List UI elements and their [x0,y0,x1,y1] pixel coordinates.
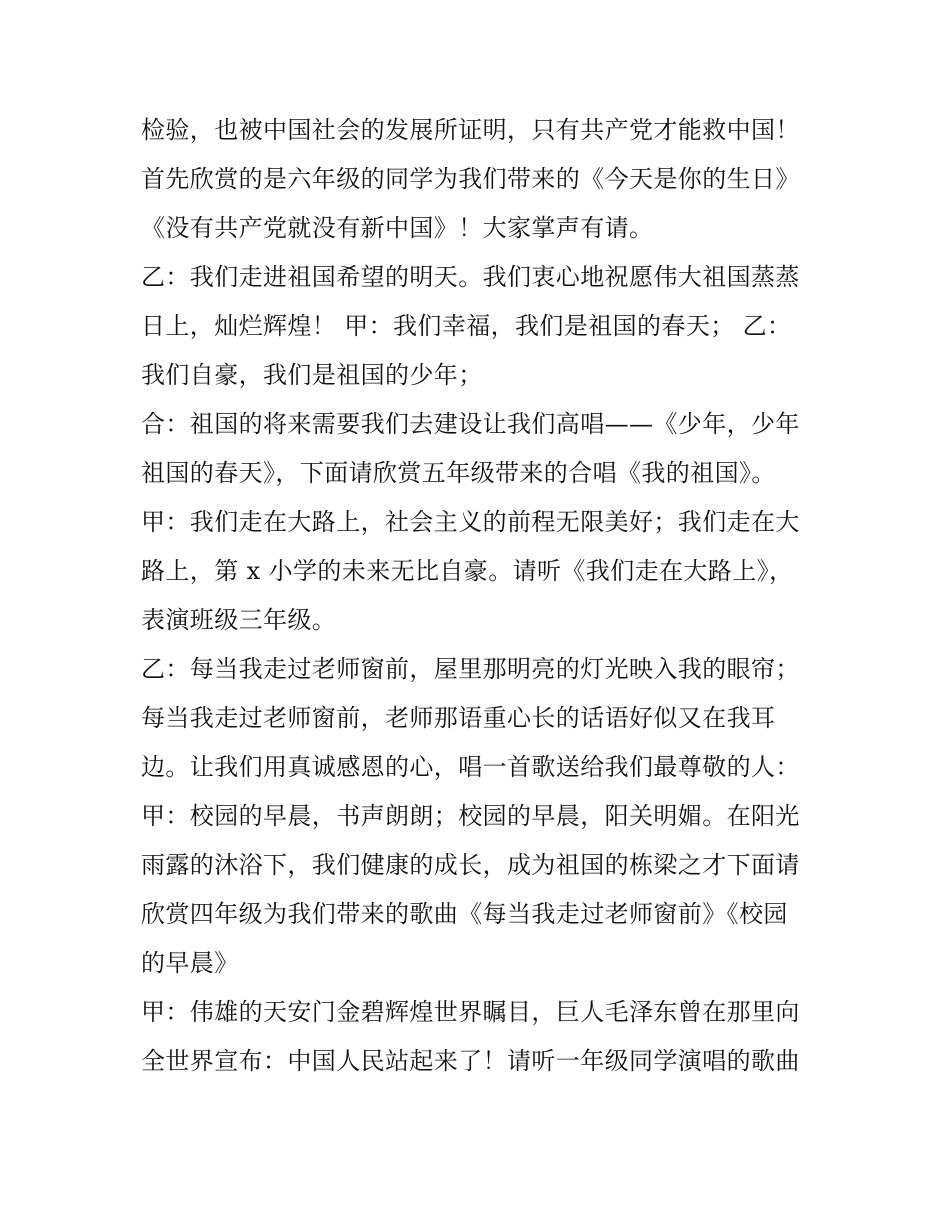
text-line: 日上，灿烂辉煌！ 甲：我们幸福，我们是祖国的春天； 乙： [141,312,792,340]
text-line: 合：祖国的将来需要我们去建设让我们高唱——《少年，少年 [141,410,800,438]
text-line: 我们自豪，我们是祖国的少年； [141,361,483,389]
text-line: 祖国的春天》，下面请欣赏五年级带来的合唱《我的祖国》。 [141,459,776,487]
text-line: 欣赏四年级为我们带来的歌曲《每当我走过老师窗前》《校园 [141,900,788,928]
text-line: 甲：伟雄的天安门金碧辉煌世界瞩目，巨人毛泽东曾在那里向 [141,998,800,1026]
text-line: 雨露的沐浴下，我们健康的成长，成为祖国的栋梁之才下面请 [141,851,800,879]
text-line: 每当我走过老师窗前，老师那语重心长的话语好似又在我耳 [141,704,776,732]
text-line: 首先欣赏的是六年级的同学为我们带来的《今天是你的生日》 [141,165,800,193]
text-line: 边。让我们用真诚感恩的心，唱一首歌送给我们最尊敬的人： [141,753,800,781]
text-line: 乙：每当我走过老师窗前，屋里那明亮的灯光映入我的眼帘； [141,655,800,683]
text-line: 的早晨》 [141,949,239,977]
text-line: 表演班级三年级。 [141,606,337,634]
text-line: 路上，第 x 小学的未来无比自豪。请听《我们走在大路上》， [141,557,794,585]
text-line: 甲：我们走在大路上，社会主义的前程无限美好；我们走在大 [141,508,800,536]
text-line: 甲：校园的早晨，书声朗朗；校园的早晨，阳关明媚。在阳光 [141,802,800,830]
text-line: 检验，也被中国社会的发展所证明，只有共产党才能救中国！ [141,116,800,144]
document-body [141,106,821,1086]
text-line: 《没有共产党就没有新中国》！大家掌声有请。 [141,214,654,242]
text-line: 全世界宣布：中国人民站起来了！请听一年级同学演唱的歌曲 [141,1047,800,1075]
text-line: 乙：我们走进祖国希望的明天。我们衷心地祝愿伟大祖国蒸蒸 [141,263,800,291]
